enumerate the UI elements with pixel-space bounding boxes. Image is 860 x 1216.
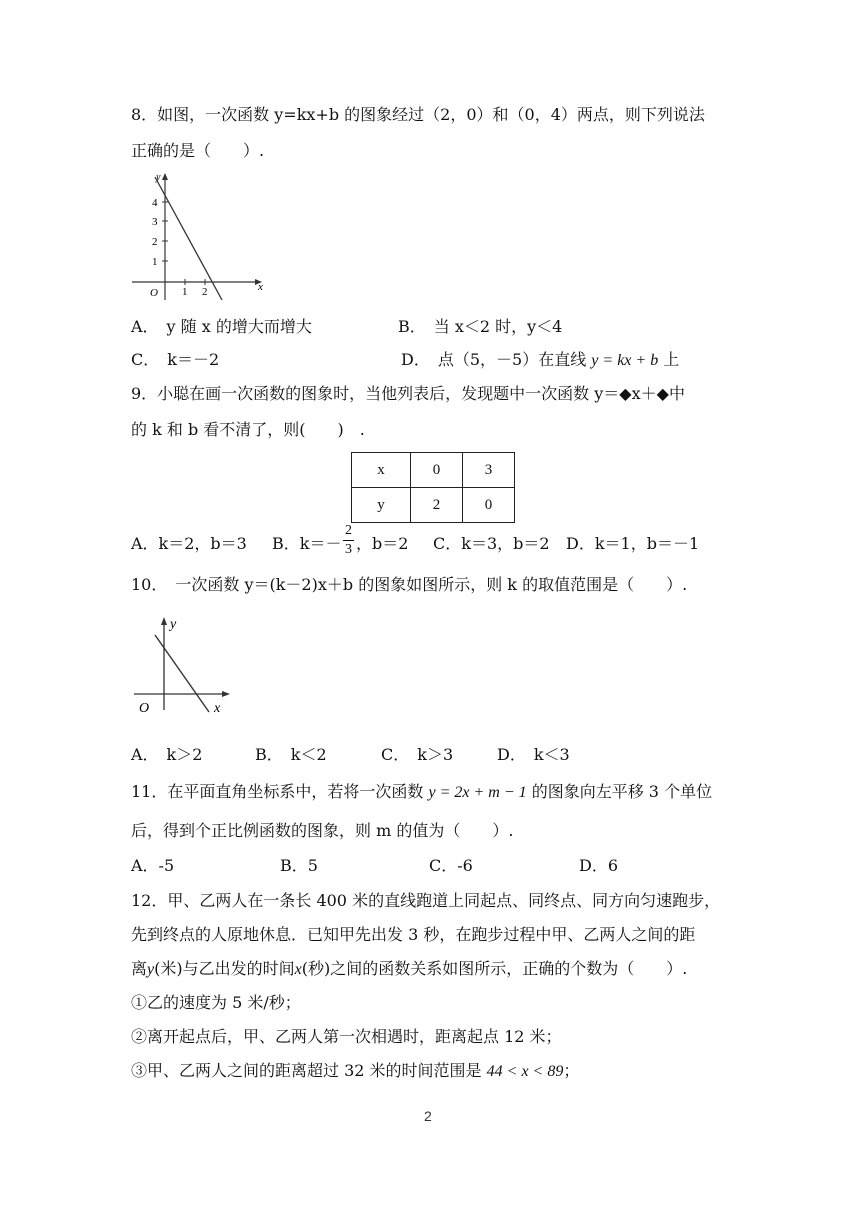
q9-option-b-fraction-bar bbox=[343, 540, 354, 541]
q12-statement-3-prefix: ③甲、乙两人之间的距离超过 32 米的时间范围是 bbox=[131, 1061, 482, 1080]
q12-statement-2: ②离开起点后，甲、乙两人第一次相遇时，距离起点 12 米； bbox=[131, 1027, 562, 1046]
q11-line1-math: y = 2x + m − 1 bbox=[428, 784, 527, 801]
q8-x-tick-2: 2 bbox=[202, 286, 208, 298]
q9-option-a: A．k＝2，b＝3 bbox=[131, 534, 247, 553]
q11-option-a: A．-5 bbox=[131, 856, 175, 875]
q12-statement-3 bbox=[131, 1060, 579, 1083]
q10-y-axis-label: y bbox=[170, 617, 177, 632]
table-cell: 0 bbox=[411, 453, 463, 488]
q12-line3-c: (秒)之间的函数关系如图所示，正确的个数为（ ）. bbox=[301, 959, 688, 978]
table-cell: 0 bbox=[463, 488, 515, 523]
q8-line2: 正确的是（ ）. bbox=[131, 141, 265, 160]
q9-option-b-denominator: 3 bbox=[345, 542, 352, 557]
q12-line3-a: 离 bbox=[131, 959, 148, 978]
q8-option-d-math: y = kx + b bbox=[591, 352, 659, 369]
q9-line2: 的 k 和 b 看不清了，则( ) . bbox=[131, 420, 365, 439]
q12-statement-3-math: 44 < x < 89 bbox=[486, 1063, 564, 1080]
q12-line3-b: (米)与乙出发的时间 bbox=[154, 959, 295, 978]
q12-line2: 先到终点的人原地休息．已知甲先出发 3 秒，在跑步过程中甲、乙两人之间的距 bbox=[131, 925, 696, 944]
q10-y-arrow bbox=[161, 617, 167, 625]
q8-option-c: C． k＝－2 bbox=[131, 350, 220, 369]
q8-option-d-suffix: 上 bbox=[663, 350, 680, 369]
q10-x-arrow bbox=[222, 691, 230, 697]
q9-option-b-suffix: ，b＝2 bbox=[356, 534, 409, 553]
q8-y-arrow bbox=[162, 173, 168, 180]
q11-line1-prefix: 11．在平面直角坐标系中，若将一次函数 bbox=[131, 782, 424, 801]
q10-option-d: D． k＜3 bbox=[497, 745, 570, 764]
q8-y-axis-label: y bbox=[156, 172, 161, 183]
q8-option-a: A． y 随 x 的增大而增大 bbox=[131, 317, 312, 336]
q8-option-b: B． 当 x＜2 时，y＜4 bbox=[398, 317, 563, 336]
page-number: 2 bbox=[424, 1108, 432, 1124]
q9-option-b-prefix: B．k＝－ bbox=[272, 534, 342, 553]
table-cell: x bbox=[352, 453, 411, 488]
q12-statement-1: ①乙的速度为 5 米/秒； bbox=[131, 993, 301, 1012]
q10-graph bbox=[130, 612, 240, 718]
q12-statement-3-suffix: ； bbox=[563, 1061, 580, 1080]
q8-x-tick-1: 1 bbox=[182, 286, 188, 298]
table-cell: y bbox=[352, 488, 411, 523]
q10-origin-label: O bbox=[139, 701, 150, 716]
q10-option-c: C． k＞3 bbox=[381, 745, 454, 764]
q10-option-a: A． k＞2 bbox=[131, 745, 203, 764]
q8-y-tick-1: 1 bbox=[152, 256, 158, 268]
q9-option-b-numerator: 2 bbox=[345, 523, 352, 538]
q10-x-axis-label: x bbox=[214, 701, 221, 716]
q8-y-tick-2: 2 bbox=[152, 236, 158, 248]
q8-line1: 8．如图，一次函数 y=kx+b 的图象经过（2，0）和（0，4）两点，则下列说法 bbox=[131, 105, 705, 124]
q8-y-tick-4: 4 bbox=[152, 197, 158, 209]
q10-function-line bbox=[155, 635, 209, 712]
q10-line1: 10． 一次函数 y＝(k－2)x＋b 的图象如图所示，则 k 的取值范围是（ ）. bbox=[131, 575, 688, 594]
q11-option-b: B．5 bbox=[280, 856, 318, 875]
q8-origin-label: O bbox=[150, 287, 158, 299]
q12-line3-x: x bbox=[294, 961, 302, 978]
q8-y-tick-3: 3 bbox=[152, 216, 158, 228]
q8-option-d bbox=[401, 349, 679, 372]
q12-line3 bbox=[131, 958, 687, 981]
q8-graph bbox=[128, 170, 268, 302]
q8-option-d-prefix: D． 点（5，－5）在直线 bbox=[401, 350, 587, 369]
q10-option-b: B． k＜2 bbox=[255, 745, 327, 764]
q9-option-d: D．k＝1，b＝－1 bbox=[566, 534, 700, 553]
q11-line1-suffix: 的图象向左平移 3 个单位 bbox=[531, 782, 713, 801]
table-cell: 3 bbox=[463, 453, 515, 488]
table-row bbox=[352, 453, 515, 488]
q12-line1: 12．甲、乙两人在一条长 400 米的直线跑道上同起点、同终点、同方向匀速跑步， bbox=[131, 891, 721, 910]
q9-option-c: C．k＝3，b＝2 bbox=[433, 534, 550, 553]
q11-option-c: C．-6 bbox=[429, 856, 473, 875]
table-cell: 2 bbox=[411, 488, 463, 523]
q9-value-table bbox=[351, 452, 515, 523]
q11-line1 bbox=[131, 781, 712, 804]
table-row bbox=[352, 488, 515, 523]
q8-x-axis-label: x bbox=[258, 281, 263, 293]
q12-line3-y: y bbox=[147, 961, 155, 978]
q9-line1: 9．小聪在画一次函数的图象时，当他列表后，发现题中一次函数 y＝◆x＋◆中 bbox=[131, 384, 685, 403]
q11-option-d: D．6 bbox=[579, 856, 619, 875]
q11-line2: 后，得到个正比例函数的图象，则 m 的值为（ ）. bbox=[131, 821, 514, 840]
